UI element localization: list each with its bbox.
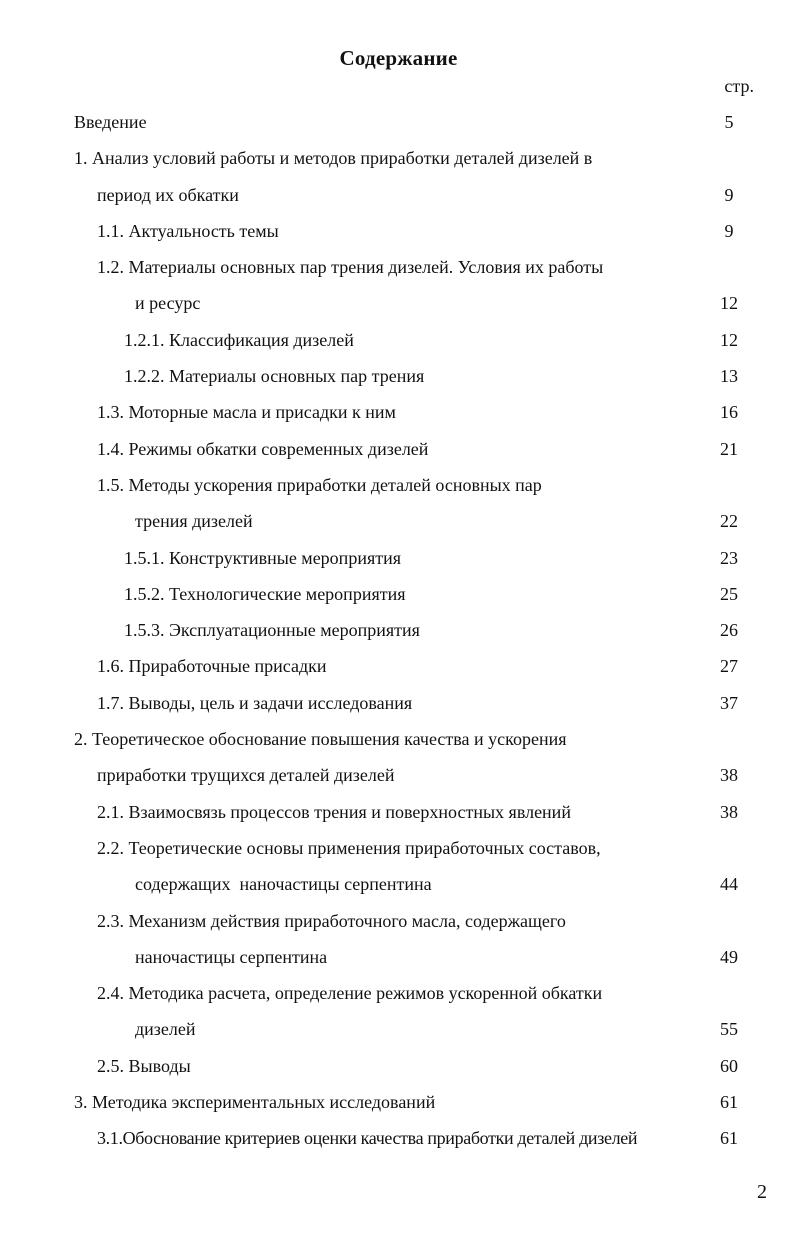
toc-entry (0, 975, 797, 1011)
toc-entry (0, 177, 797, 213)
toc-entry-page: 16 (720, 402, 738, 423)
toc-entry-text: приработки трущихся деталей дизелей (97, 765, 395, 786)
toc-entry-page: 61 (720, 1128, 738, 1149)
toc-entry (0, 540, 797, 576)
toc-entry (0, 1120, 797, 1156)
toc-entry-page: 12 (720, 329, 738, 350)
page-title: Содержание (339, 46, 458, 70)
toc-entry-text: 3. Методика экспериментальных исследований (74, 1092, 436, 1113)
toc-entry-page: 26 (720, 620, 738, 641)
toc-entry-text: 1.2. Материалы основных пар трения дизелей. Условия их работы (97, 257, 604, 278)
toc-entry-text: 2.1. Взаимосвязь процессов трения и поверхностных явлений (97, 801, 571, 822)
toc-entry (0, 503, 797, 539)
toc-entry-text: 2.3. Механизм действия приработочного масла, содержащего (97, 910, 566, 931)
toc-entry-page: 37 (720, 692, 738, 713)
toc-entry (0, 358, 797, 394)
toc-entry (0, 1011, 797, 1047)
toc-entry-text: 1.3. Моторные масла и присадки к ним (97, 402, 396, 423)
toc-entry-text: 1.7. Выводы, цель и задачи исследования (97, 692, 413, 713)
toc-entry (0, 249, 797, 285)
toc-entry (0, 757, 797, 793)
toc-entry-text: 2.2. Теоретические основы применения приработочных составов, (97, 837, 601, 858)
toc-entry (0, 794, 797, 830)
toc-entry-text: 2.4. Методика расчета, определение режимов ускоренной обкатки (97, 983, 603, 1004)
toc-entry-page: 61 (720, 1092, 738, 1113)
toc-entry-page: 13 (720, 366, 738, 387)
toc-entry-text: 1.4. Режимы обкатки современных дизелей (97, 438, 429, 459)
toc-entry (0, 612, 797, 648)
toc-entry-text: 3.1.Обоснование критериев оценки качества приработки деталей дизелей (97, 1128, 638, 1149)
toc-entry-text: 1.2.1. Классификация дизелей (124, 329, 354, 350)
toc-entry-text: содержащих наночастицы серпентина (135, 874, 432, 895)
page-number: 2 (757, 1181, 767, 1203)
toc-entry-text: 2. Теоретическое обоснование повышения качества и ускорения (74, 729, 567, 750)
toc-entry-text: Введение (74, 112, 147, 132)
table-of-contents (0, 104, 797, 1157)
toc-entry-page: 44 (720, 874, 738, 895)
toc-entry-page: 38 (720, 801, 738, 822)
toc-entry-page: 12 (720, 293, 738, 314)
toc-entry (0, 648, 797, 684)
toc-entry (0, 1048, 797, 1084)
toc-entry-text: и ресурс (135, 293, 201, 314)
toc-entry-page: 38 (720, 765, 738, 786)
toc-entry (0, 903, 797, 939)
toc-entry (0, 104, 797, 140)
toc-entry-text: период их обкатки (97, 184, 239, 205)
toc-entry (0, 431, 797, 467)
toc-entry-text: 1.5. Методы ускорения приработки деталей основных пар (97, 474, 542, 495)
toc-entry (0, 939, 797, 975)
toc-entry (0, 685, 797, 721)
toc-entry-text: 1. Анализ условий работы и методов приработки деталей дизелей в (74, 148, 593, 169)
toc-entry-page: 21 (720, 438, 738, 459)
page-column-label: стр. (724, 76, 754, 96)
toc-entry (0, 322, 797, 358)
toc-entry (0, 213, 797, 249)
toc-entry (0, 1084, 797, 1120)
toc-entry (0, 394, 797, 430)
toc-entry-text: 1.5.2. Технологические мероприятия (124, 583, 406, 604)
toc-entry-text: трения дизелей (135, 511, 253, 532)
toc-entry (0, 576, 797, 612)
toc-entry-page: 55 (720, 1019, 738, 1040)
toc-entry-page: 27 (720, 656, 738, 677)
toc-entry-page: 49 (720, 946, 738, 967)
toc-entry-page: 23 (720, 547, 738, 568)
toc-entry-page: 5 (724, 112, 734, 132)
toc-entry-page: 22 (720, 511, 738, 532)
toc-entry-page: 9 (724, 184, 734, 205)
toc-entry-page: 9 (724, 220, 734, 241)
toc-entry (0, 467, 797, 503)
toc-entry-text: 1.5.3. Эксплуатационные мероприятия (124, 620, 420, 641)
toc-entry-text: 2.5. Выводы (97, 1055, 191, 1076)
toc-entry-text: 1.5.1. Конструктивные мероприятия (124, 547, 402, 568)
toc-entry-page: 60 (720, 1055, 738, 1076)
toc-entry (0, 830, 797, 866)
toc-entry-text: 1.2.2. Материалы основных пар трения (124, 366, 425, 387)
toc-entry (0, 140, 797, 176)
toc-entry (0, 721, 797, 757)
toc-entry (0, 285, 797, 321)
toc-entry-text: дизелей (135, 1019, 196, 1040)
toc-entry-text: 1.6. Приработочные присадки (97, 656, 327, 677)
toc-entry-text: 1.1. Актуальность темы (97, 220, 279, 241)
toc-entry-text: наночастицы серпентина (135, 946, 328, 967)
toc-entry (0, 866, 797, 902)
toc-entry-page: 25 (720, 583, 738, 604)
